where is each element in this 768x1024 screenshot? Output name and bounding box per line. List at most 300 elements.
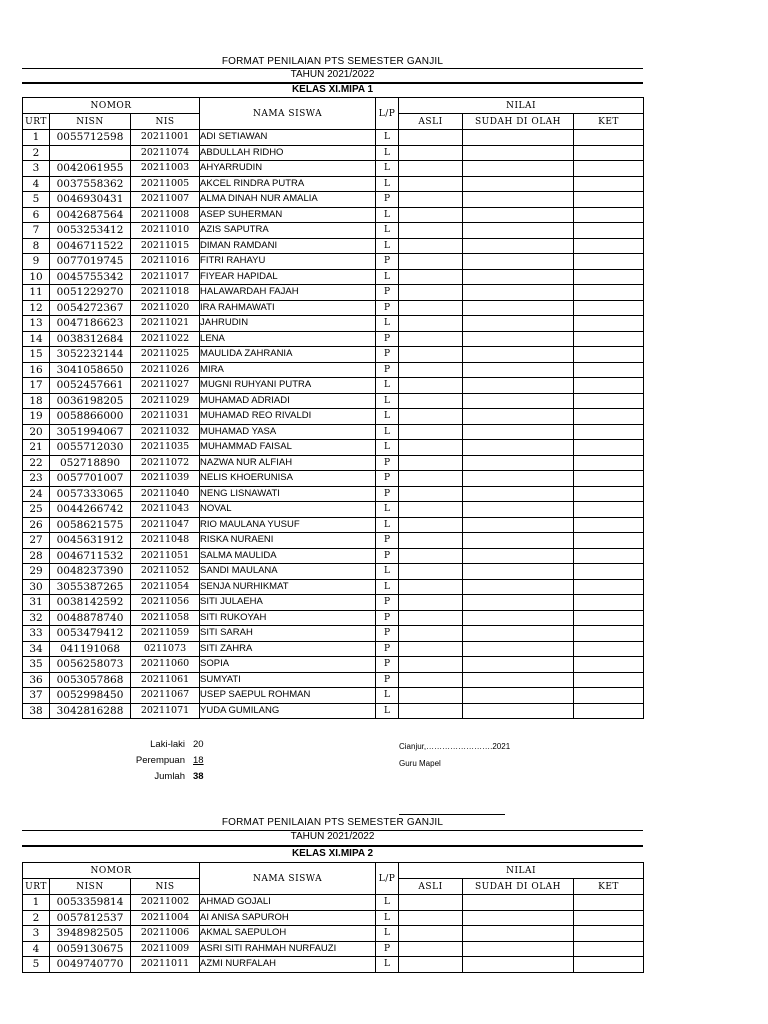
cell-urt: 36 (23, 672, 50, 688)
cell-urt: 28 (23, 548, 50, 564)
table-row (23, 300, 644, 316)
cell-ket (574, 161, 644, 177)
cell-sudah-di-olah (463, 378, 574, 394)
perempuan-label: Perempuan (135, 755, 185, 766)
cell-lp: L (376, 130, 399, 146)
jumlah-value: 38 (193, 771, 204, 782)
cell-lp: P (376, 331, 399, 347)
cell-lp: L (376, 579, 399, 595)
cell-nisn: 041191068 (50, 641, 131, 657)
header-asli: ASLI (399, 879, 463, 895)
section2-class: KELAS XI.MIPA 2 (291, 848, 374, 859)
cell-lp: L (376, 145, 399, 161)
cell-lp: L (376, 269, 399, 285)
table-row (23, 238, 644, 254)
cell-sudah-di-olah (463, 610, 574, 626)
cell-sudah-di-olah (463, 424, 574, 440)
cell-lp: L (376, 517, 399, 533)
cell-nama-siswa: YUDA GUMILANG (200, 703, 376, 719)
cell-nisn: 0055712598 (50, 130, 131, 146)
cell-lp: P (376, 455, 399, 471)
cell-sudah-di-olah (463, 145, 574, 161)
cell-nama-siswa: IRA RAHMAWATI (200, 300, 376, 316)
cell-sudah-di-olah (463, 316, 574, 332)
table-row (23, 207, 644, 223)
cell-nisn: 0057333065 (50, 486, 131, 502)
cell-nama-siswa: NAZWA NUR ALFIAH (200, 455, 376, 471)
table-row (23, 533, 644, 549)
cell-nisn: 0045755342 (50, 269, 131, 285)
header-nomor: NOMOR (23, 863, 200, 879)
cell-urt: 11 (23, 285, 50, 301)
cell-sudah-di-olah (463, 192, 574, 208)
cell-asli (399, 910, 463, 926)
cell-urt: 2 (23, 910, 50, 926)
cell-asli (399, 409, 463, 425)
table-row (23, 957, 644, 973)
table-row (23, 393, 644, 409)
cell-urt: 35 (23, 657, 50, 673)
cell-nis: 20211006 (131, 926, 200, 942)
cell-nis: 20211004 (131, 910, 200, 926)
cell-urt: 2 (23, 145, 50, 161)
cell-urt: 38 (23, 703, 50, 719)
cell-nama-siswa: MUGNI RUHYANI PUTRA (200, 378, 376, 394)
cell-nama-siswa: SOPIA (200, 657, 376, 673)
table-row (23, 703, 644, 719)
cell-sudah-di-olah (463, 548, 574, 564)
cell-asli (399, 238, 463, 254)
cell-nis: 20211027 (131, 378, 200, 394)
cell-nis: 20211016 (131, 254, 200, 270)
cell-sudah-di-olah (463, 672, 574, 688)
cell-nisn (50, 145, 131, 161)
cell-nama-siswa: MUHAMAD YASA (200, 424, 376, 440)
cell-nisn: 0059130675 (50, 941, 131, 957)
cell-sudah-di-olah (463, 688, 574, 704)
table-row (23, 517, 644, 533)
cell-urt: 33 (23, 626, 50, 642)
cell-sudah-di-olah (463, 533, 574, 549)
header-nis: NIS (131, 114, 200, 130)
cell-sudah-di-olah (463, 926, 574, 942)
cell-nama-siswa: ABDULLAH RIDHO (200, 145, 376, 161)
cell-lp: P (376, 641, 399, 657)
cell-asli (399, 502, 463, 518)
cell-nisn: 0045631912 (50, 533, 131, 549)
cell-nama-siswa: JAHRUDIN (200, 316, 376, 332)
header-nisn: NISN (50, 114, 131, 130)
table-row (23, 895, 644, 911)
gender-summary (100, 739, 250, 789)
cell-urt: 8 (23, 238, 50, 254)
cell-asli (399, 207, 463, 223)
cell-asli (399, 300, 463, 316)
cell-lp: L (376, 161, 399, 177)
table-row (23, 424, 644, 440)
cell-lp: L (376, 316, 399, 332)
cell-ket (574, 207, 644, 223)
cell-urt: 4 (23, 176, 50, 192)
cell-asli (399, 331, 463, 347)
cell-nis: 20211043 (131, 502, 200, 518)
cell-urt: 7 (23, 223, 50, 239)
cell-nisn: 0048237390 (50, 564, 131, 580)
cell-nis: 20211022 (131, 331, 200, 347)
header-nama-siswa: NAMA SISWA (200, 863, 376, 895)
cell-nisn: 0049740770 (50, 957, 131, 973)
table-row (23, 657, 644, 673)
cell-nisn: 3042816288 (50, 703, 131, 719)
cell-nama-siswa: AI ANISA SAPUROH (200, 910, 376, 926)
cell-asli (399, 161, 463, 177)
cell-nama-siswa: LENA (200, 331, 376, 347)
cell-nama-siswa: AKMAL SAEPULOH (200, 926, 376, 942)
table-row (23, 378, 644, 394)
header-asli: ASLI (399, 114, 463, 130)
cell-sudah-di-olah (463, 223, 574, 239)
cell-ket (574, 548, 644, 564)
cell-urt: 24 (23, 486, 50, 502)
cell-sudah-di-olah (463, 409, 574, 425)
cell-nama-siswa: AZIS SAPUTRA (200, 223, 376, 239)
cell-nama-siswa: SANDI MAULANA (200, 564, 376, 580)
cell-lp: L (376, 926, 399, 942)
cell-asli (399, 130, 463, 146)
cell-asli (399, 533, 463, 549)
cell-nama-siswa: FITRI RAHAYU (200, 254, 376, 270)
cell-sudah-di-olah (463, 564, 574, 580)
cell-lp: P (376, 610, 399, 626)
cell-nis: 20211025 (131, 347, 200, 363)
cell-nis: 20211058 (131, 610, 200, 626)
cell-nis: 20211021 (131, 316, 200, 332)
cell-lp: P (376, 626, 399, 642)
cell-nisn: 3052232144 (50, 347, 131, 363)
cell-asli (399, 517, 463, 533)
cell-nisn: 0058621575 (50, 517, 131, 533)
cell-asli (399, 378, 463, 394)
cell-nisn: 0046930431 (50, 192, 131, 208)
cell-nis: 20211017 (131, 269, 200, 285)
table-row (23, 910, 644, 926)
cell-sudah-di-olah (463, 331, 574, 347)
cell-nis: 20211059 (131, 626, 200, 642)
cell-asli (399, 957, 463, 973)
cell-nis: 20211067 (131, 688, 200, 704)
laki-label: Laki-laki (150, 739, 185, 750)
cell-ket (574, 502, 644, 518)
cell-nis: 20211015 (131, 238, 200, 254)
cell-asli (399, 176, 463, 192)
cell-nama-siswa: ASRI SITI RAHMAH NURFAUZI (200, 941, 376, 957)
cell-lp: L (376, 393, 399, 409)
cell-ket (574, 703, 644, 719)
cell-asli (399, 455, 463, 471)
cell-asli (399, 688, 463, 704)
cell-sudah-di-olah (463, 130, 574, 146)
cell-nama-siswa: SUMYATI (200, 672, 376, 688)
cell-asli (399, 347, 463, 363)
cell-sudah-di-olah (463, 703, 574, 719)
cell-nisn: 0051229270 (50, 285, 131, 301)
cell-ket (574, 657, 644, 673)
cell-sudah-di-olah (463, 238, 574, 254)
cell-asli (399, 145, 463, 161)
cell-lp: L (376, 502, 399, 518)
cell-ket (574, 316, 644, 332)
table-row (23, 595, 644, 611)
cell-nisn: 0056258073 (50, 657, 131, 673)
cell-nis: 20211052 (131, 564, 200, 580)
cell-nis: 20211010 (131, 223, 200, 239)
cell-nis: 20211005 (131, 176, 200, 192)
header-sudah-di-olah: SUDAH DI OLAH (463, 879, 574, 895)
cell-nama-siswa: SITI RUKOYAH (200, 610, 376, 626)
cell-sudah-di-olah (463, 440, 574, 456)
cell-nama-siswa: MIRA (200, 362, 376, 378)
header-nama-siswa: NAMA SISWA (200, 98, 376, 130)
table-row (23, 161, 644, 177)
cell-lp: L (376, 688, 399, 704)
cell-urt: 4 (23, 941, 50, 957)
table-row (23, 641, 644, 657)
cell-nis: 20211007 (131, 192, 200, 208)
cell-urt: 1 (23, 895, 50, 911)
cell-lp: L (376, 910, 399, 926)
table-row (23, 362, 644, 378)
cell-nisn: 0054272367 (50, 300, 131, 316)
cell-nis: 0211073 (131, 641, 200, 657)
cell-nisn: 0053359814 (50, 895, 131, 911)
cell-ket (574, 895, 644, 911)
cell-urt: 37 (23, 688, 50, 704)
cell-nisn: 052718890 (50, 455, 131, 471)
cell-ket (574, 471, 644, 487)
table-row (23, 626, 644, 642)
cell-ket (574, 486, 644, 502)
cell-sudah-di-olah (463, 161, 574, 177)
cell-urt: 27 (23, 533, 50, 549)
cell-nama-siswa: RISKA NURAENI (200, 533, 376, 549)
cell-asli (399, 941, 463, 957)
cell-nama-siswa: ADI SETIAWAN (200, 130, 376, 146)
table-row (23, 254, 644, 270)
header-nis: NIS (131, 879, 200, 895)
cell-nis: 20211032 (131, 424, 200, 440)
header-ket: KET (574, 879, 644, 895)
cell-nis: 20211051 (131, 548, 200, 564)
cell-lp: P (376, 533, 399, 549)
cell-asli (399, 424, 463, 440)
table-row (23, 502, 644, 518)
cell-lp: L (376, 223, 399, 239)
table-row (23, 564, 644, 580)
cell-lp: L (376, 378, 399, 394)
cell-lp: P (376, 300, 399, 316)
cell-nama-siswa: NOVAL (200, 502, 376, 518)
cell-nis: 20211056 (131, 595, 200, 611)
cell-nama-siswa: MAULIDA ZAHRANIA (200, 347, 376, 363)
cell-ket (574, 688, 644, 704)
cell-lp: L (376, 176, 399, 192)
cell-lp: P (376, 362, 399, 378)
cell-asli (399, 703, 463, 719)
cell-nis: 20211018 (131, 285, 200, 301)
cell-sudah-di-olah (463, 362, 574, 378)
cell-lp: P (376, 548, 399, 564)
cell-asli (399, 926, 463, 942)
cell-nama-siswa: ALMA DINAH NUR AMALIA (200, 192, 376, 208)
cell-nama-siswa: NENG LISNAWATI (200, 486, 376, 502)
cell-nama-siswa: AHYARRUDIN (200, 161, 376, 177)
cell-nisn: 0053479412 (50, 626, 131, 642)
cell-asli (399, 316, 463, 332)
cell-urt: 3 (23, 926, 50, 942)
cell-nama-siswa: SITI JULAEHA (200, 595, 376, 611)
cell-ket (574, 347, 644, 363)
cell-sudah-di-olah (463, 957, 574, 973)
cell-ket (574, 910, 644, 926)
cell-asli (399, 192, 463, 208)
table-row (23, 471, 644, 487)
cell-ket (574, 957, 644, 973)
cell-nisn: 0046711532 (50, 548, 131, 564)
cell-sudah-di-olah (463, 347, 574, 363)
cell-sudah-di-olah (463, 207, 574, 223)
cell-ket (574, 362, 644, 378)
cell-nama-siswa: SENJA NURHIKMAT (200, 579, 376, 595)
cell-nama-siswa: MUHAMAD ADRIADI (200, 393, 376, 409)
cell-asli (399, 895, 463, 911)
cell-sudah-di-olah (463, 254, 574, 270)
cell-nis: 20211008 (131, 207, 200, 223)
table-row (23, 455, 644, 471)
cell-nisn: 0057812537 (50, 910, 131, 926)
cell-sudah-di-olah (463, 300, 574, 316)
cell-ket (574, 393, 644, 409)
cell-nisn: 3041058650 (50, 362, 131, 378)
cell-nis: 20211011 (131, 957, 200, 973)
cell-ket (574, 517, 644, 533)
cell-ket (574, 941, 644, 957)
cell-nis: 20211054 (131, 579, 200, 595)
cell-lp: P (376, 595, 399, 611)
cell-ket (574, 378, 644, 394)
cell-nisn: 0052998450 (50, 688, 131, 704)
cell-ket (574, 145, 644, 161)
section2-year: TAHUN 2021/2022 (290, 831, 375, 842)
cell-nis: 20211035 (131, 440, 200, 456)
cell-sudah-di-olah (463, 486, 574, 502)
cell-urt: 5 (23, 192, 50, 208)
cell-ket (574, 595, 644, 611)
table-row (23, 486, 644, 502)
cell-lp: L (376, 957, 399, 973)
signature-line (399, 814, 505, 815)
cell-sudah-di-olah (463, 455, 574, 471)
table-row (23, 941, 644, 957)
header-nomor: NOMOR (23, 98, 200, 114)
cell-nama-siswa: SITI SARAH (200, 626, 376, 642)
table-row (23, 331, 644, 347)
table-row (23, 269, 644, 285)
cell-ket (574, 130, 644, 146)
signature-place-date: Cianjur,…………………….2021 (399, 742, 511, 751)
cell-nis: 20211029 (131, 393, 200, 409)
cell-nis: 20211060 (131, 657, 200, 673)
cell-ket (574, 455, 644, 471)
cell-urt: 10 (23, 269, 50, 285)
cell-sudah-di-olah (463, 895, 574, 911)
cell-urt: 1 (23, 130, 50, 146)
cell-asli (399, 657, 463, 673)
cell-nama-siswa: DIMAN RAMDANI (200, 238, 376, 254)
table-row (23, 926, 644, 942)
cell-nis: 20211026 (131, 362, 200, 378)
cell-sudah-di-olah (463, 517, 574, 533)
cell-urt: 25 (23, 502, 50, 518)
header-sudah-di-olah: SUDAH DI OLAH (463, 114, 574, 130)
cell-nama-siswa: MUHAMMAD FAISAL (200, 440, 376, 456)
cell-nisn: 0044266742 (50, 502, 131, 518)
cell-ket (574, 424, 644, 440)
cell-lp: L (376, 238, 399, 254)
cell-asli (399, 610, 463, 626)
cell-urt: 23 (23, 471, 50, 487)
cell-ket (574, 223, 644, 239)
cell-lp: L (376, 703, 399, 719)
cell-nama-siswa: USEP SAEPUL ROHMAN (200, 688, 376, 704)
cell-nisn: 0036198205 (50, 393, 131, 409)
cell-lp: L (376, 564, 399, 580)
cell-nis: 20211074 (131, 145, 200, 161)
cell-nama-siswa: FIYEAR HAPIDAL (200, 269, 376, 285)
section2-rows (23, 895, 644, 973)
cell-lp: L (376, 409, 399, 425)
cell-lp: P (376, 285, 399, 301)
cell-asli (399, 285, 463, 301)
table-row (23, 285, 644, 301)
cell-urt: 15 (23, 347, 50, 363)
cell-ket (574, 192, 644, 208)
section2-grade-table (22, 862, 644, 973)
cell-sudah-di-olah (463, 269, 574, 285)
cell-lp: P (376, 347, 399, 363)
cell-urt: 20 (23, 424, 50, 440)
cell-nis: 20211072 (131, 455, 200, 471)
cell-ket (574, 176, 644, 192)
cell-sudah-di-olah (463, 641, 574, 657)
cell-sudah-di-olah (463, 579, 574, 595)
cell-nis: 20211009 (131, 941, 200, 957)
header-nilai: NILAI (399, 98, 644, 114)
cell-lp: P (376, 486, 399, 502)
cell-sudah-di-olah (463, 285, 574, 301)
cell-urt: 21 (23, 440, 50, 456)
section1-year: TAHUN 2021/2022 (290, 69, 375, 80)
section1-grade-table (22, 97, 644, 719)
cell-nama-siswa: AHMAD GOJALI (200, 895, 376, 911)
cell-asli (399, 641, 463, 657)
cell-asli (399, 269, 463, 285)
cell-nis: 20211071 (131, 703, 200, 719)
cell-ket (574, 579, 644, 595)
cell-asli (399, 672, 463, 688)
table-row (23, 192, 644, 208)
cell-nisn: 3948982505 (50, 926, 131, 942)
cell-lp: L (376, 424, 399, 440)
